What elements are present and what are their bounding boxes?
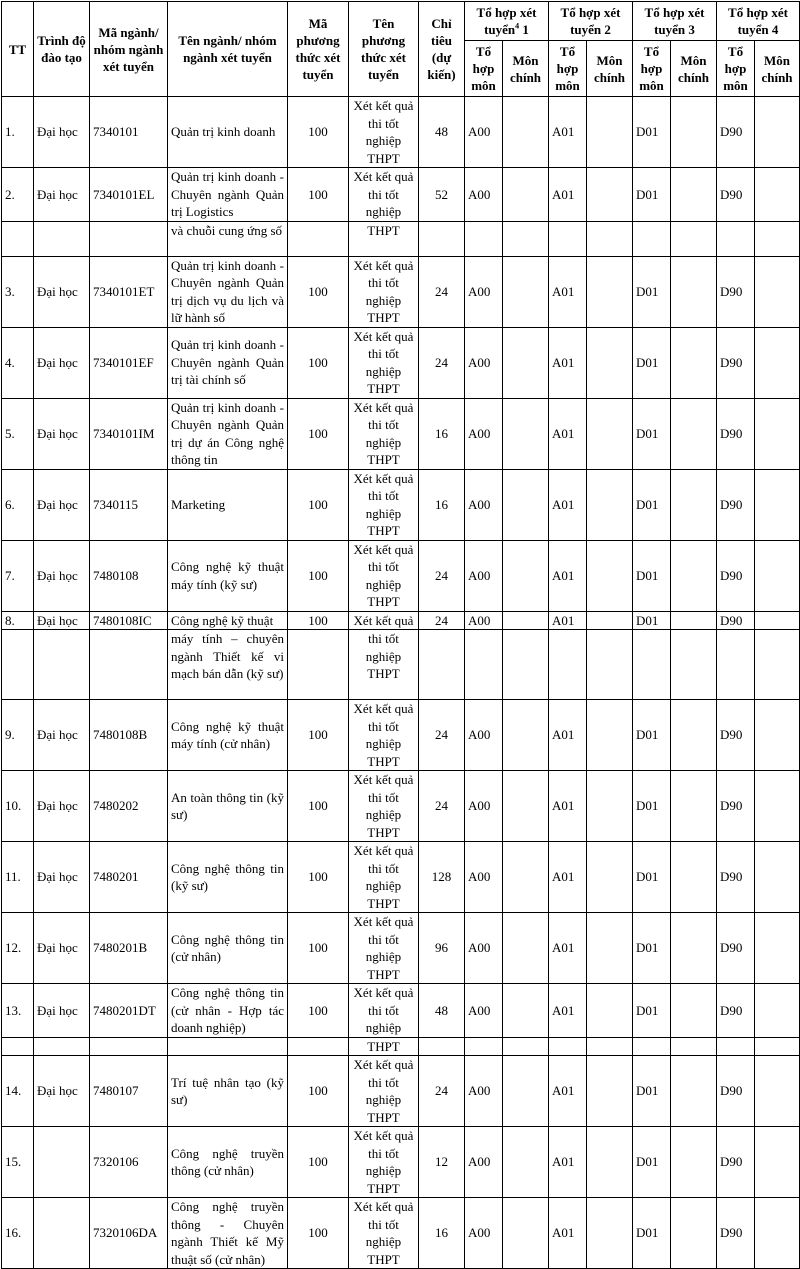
- main-subject-1: [503, 398, 549, 469]
- header-chi-tieu: Chỉ tiêu (dự kiến): [419, 2, 465, 97]
- main-subject-2: [587, 398, 633, 469]
- header-mon-chinh: Môn chính: [671, 41, 717, 97]
- training-level: Đại học: [34, 97, 90, 168]
- combo-4: D90: [717, 1056, 755, 1127]
- training-level: Đại học: [34, 913, 90, 984]
- row-number: 15.: [2, 1127, 34, 1198]
- program-code: 7480201DT: [90, 984, 168, 1038]
- combo-3: D01: [633, 1198, 671, 1269]
- method-code: 100: [288, 611, 349, 630]
- combo-3: D01: [633, 97, 671, 168]
- method-name-continued: THPT: [349, 221, 419, 256]
- combo-3: D01: [633, 700, 671, 771]
- combo-4: D90: [717, 97, 755, 168]
- combo-1: A00: [465, 1056, 503, 1127]
- combo-4: D90: [717, 469, 755, 540]
- main-subject-3: [671, 700, 717, 771]
- program-code: 7340101: [90, 97, 168, 168]
- main-subject-3: [671, 168, 717, 222]
- main-subject-2: [587, 700, 633, 771]
- method-code: 100: [288, 398, 349, 469]
- header-tt: TT: [2, 2, 34, 97]
- combo-1: A00: [465, 256, 503, 327]
- combo-2: A01: [549, 611, 587, 630]
- main-subject-2: [587, 1127, 633, 1198]
- table-row: [2, 327, 800, 398]
- program-name: Quản trị kinh doanh - Chuyên ngành Quản trị dịch vụ du lịch và lữ hành số: [168, 256, 288, 327]
- method-code: 100: [288, 771, 349, 842]
- combo-2: A01: [549, 842, 587, 913]
- main-subject-3: [671, 398, 717, 469]
- row-number: 6.: [2, 469, 34, 540]
- table-row: [2, 913, 800, 984]
- main-subject-3: [671, 984, 717, 1038]
- training-level: Đại học: [34, 984, 90, 1038]
- combo-1: A00: [465, 913, 503, 984]
- main-subject-3: [671, 913, 717, 984]
- main-subject-1: [503, 327, 549, 398]
- combo-2: A01: [549, 771, 587, 842]
- main-subject-1: [503, 700, 549, 771]
- method-code: 100: [288, 168, 349, 222]
- training-level: Đại học: [34, 611, 90, 630]
- program-code: 7480107: [90, 1056, 168, 1127]
- method-name: Xét kết quả thi tốt nghiệp THPT: [349, 256, 419, 327]
- main-subject-4: [755, 1127, 800, 1198]
- program-code: 7340101IM: [90, 398, 168, 469]
- method-name: Xét kết quả thi tốt nghiệp THPT: [349, 398, 419, 469]
- quota: 128: [419, 842, 465, 913]
- header-row-1: [2, 2, 800, 41]
- combo-3: D01: [633, 256, 671, 327]
- main-subject-2: [587, 1056, 633, 1127]
- main-subject-2: [587, 469, 633, 540]
- method-code: 100: [288, 1198, 349, 1269]
- combo-1: A00: [465, 984, 503, 1038]
- program-name: Trí tuệ nhân tạo (kỹ sư): [168, 1056, 288, 1127]
- combo-1: A00: [465, 168, 503, 222]
- main-subject-2: [587, 168, 633, 222]
- combo-4: D90: [717, 1198, 755, 1269]
- row-number: 7.: [2, 540, 34, 611]
- row-number: 3.: [2, 256, 34, 327]
- method-name: Xét kết quả thi tốt nghiệp: [349, 168, 419, 222]
- main-subject-3: [671, 771, 717, 842]
- main-subject-4: [755, 984, 800, 1038]
- combo-4: D90: [717, 256, 755, 327]
- program-name: Marketing: [168, 469, 288, 540]
- program-name: Công nghệ thông tin (cử nhân): [168, 913, 288, 984]
- row-number: 14.: [2, 1056, 34, 1127]
- combo-4: D90: [717, 700, 755, 771]
- main-subject-4: [755, 469, 800, 540]
- table-row: [2, 1198, 800, 1269]
- main-subject-3: [671, 97, 717, 168]
- main-subject-2: [587, 913, 633, 984]
- combo-2: A01: [549, 469, 587, 540]
- table-row-continuation: [2, 1037, 800, 1056]
- main-subject-1: [503, 842, 549, 913]
- table-row-continuation: [2, 221, 800, 256]
- row-number: 11.: [2, 842, 34, 913]
- program-code: 7480201B: [90, 913, 168, 984]
- table-row: [2, 611, 800, 630]
- main-subject-4: [755, 398, 800, 469]
- main-subject-3: [671, 842, 717, 913]
- combo-2: A01: [549, 1056, 587, 1127]
- header-trinh-do: Trình độ đào tạo: [34, 2, 90, 97]
- program-code: 7340101EL: [90, 168, 168, 222]
- main-subject-1: [503, 1127, 549, 1198]
- method-code: 100: [288, 842, 349, 913]
- quota: 16: [419, 469, 465, 540]
- training-level: Đại học: [34, 256, 90, 327]
- combo-4: D90: [717, 168, 755, 222]
- combo-2: A01: [549, 97, 587, 168]
- method-code: 100: [288, 540, 349, 611]
- row-number: 5.: [2, 398, 34, 469]
- main-subject-1: [503, 469, 549, 540]
- main-subject-4: [755, 540, 800, 611]
- combo-2: A01: [549, 984, 587, 1038]
- footnote-marker: 4: [515, 21, 520, 31]
- table-row: [2, 398, 800, 469]
- training-level: [34, 1127, 90, 1198]
- training-level: Đại học: [34, 540, 90, 611]
- quota: 96: [419, 913, 465, 984]
- quota: 52: [419, 168, 465, 222]
- main-subject-2: [587, 771, 633, 842]
- row-number: 9.: [2, 700, 34, 771]
- combo-3: D01: [633, 842, 671, 913]
- main-subject-2: [587, 984, 633, 1038]
- main-subject-4: [755, 1198, 800, 1269]
- combo-2: A01: [549, 913, 587, 984]
- method-name: Xét kết quả thi tốt nghiệp: [349, 984, 419, 1038]
- combo-1: A00: [465, 540, 503, 611]
- program-name: Công nghệ kỹ thuật: [168, 611, 288, 630]
- main-subject-1: [503, 1198, 549, 1269]
- combo-4: D90: [717, 842, 755, 913]
- combo-1: A00: [465, 97, 503, 168]
- quota: 16: [419, 1198, 465, 1269]
- method-code: 100: [288, 913, 349, 984]
- table-row: [2, 771, 800, 842]
- combo-2: A01: [549, 1198, 587, 1269]
- main-subject-3: [671, 1127, 717, 1198]
- table-row: [2, 842, 800, 913]
- training-level: Đại học: [34, 327, 90, 398]
- combo-1: A00: [465, 469, 503, 540]
- method-code: 100: [288, 1056, 349, 1127]
- program-name: Công nghệ thông tin (cử nhân - Hợp tác doanh nghiệp): [168, 984, 288, 1038]
- main-subject-2: [587, 327, 633, 398]
- combo-4: D90: [717, 771, 755, 842]
- method-name-continued: thi tốt nghiệp THPT: [349, 630, 419, 700]
- main-subject-1: [503, 984, 549, 1038]
- combo-1: A00: [465, 398, 503, 469]
- main-subject-3: [671, 327, 717, 398]
- combo-2: A01: [549, 398, 587, 469]
- main-subject-1: [503, 1056, 549, 1127]
- combo-1: A00: [465, 771, 503, 842]
- combo-1: A00: [465, 327, 503, 398]
- table-row: [2, 540, 800, 611]
- method-name: Xét kết quả thi tốt nghiệp THPT: [349, 540, 419, 611]
- header-to-hop-1-label: Tổ hợp xét tuyển: [476, 5, 537, 37]
- main-subject-2: [587, 97, 633, 168]
- main-subject-4: [755, 611, 800, 630]
- table-row: [2, 97, 800, 168]
- header-mon-chinh: Môn chính: [587, 41, 633, 97]
- header-to-hop-2: Tổ hợp xét tuyển 2: [549, 2, 633, 41]
- main-subject-3: [671, 540, 717, 611]
- combo-1: A00: [465, 611, 503, 630]
- main-subject-1: [503, 256, 549, 327]
- main-subject-1: [503, 540, 549, 611]
- method-code: 100: [288, 97, 349, 168]
- main-subject-4: [755, 168, 800, 222]
- training-level: Đại học: [34, 1056, 90, 1127]
- method-code: 100: [288, 700, 349, 771]
- combo-2: A01: [549, 327, 587, 398]
- quota: 12: [419, 1127, 465, 1198]
- row-number: 16.: [2, 1198, 34, 1269]
- main-subject-2: [587, 842, 633, 913]
- header-to-hop-mon: Tổ hợp môn: [717, 41, 755, 97]
- header-to-hop-mon: Tổ hợp môn: [465, 41, 503, 97]
- row-number: 10.: [2, 771, 34, 842]
- main-subject-1: [503, 168, 549, 222]
- combo-3: D01: [633, 540, 671, 611]
- row-number: 13.: [2, 984, 34, 1038]
- program-code: 7340101EF: [90, 327, 168, 398]
- table-row: [2, 984, 800, 1038]
- main-subject-3: [671, 1198, 717, 1269]
- table-row-continuation: [2, 630, 800, 700]
- header-ma-phuong-thuc: Mã phương thức xét tuyển: [288, 2, 349, 97]
- combo-1: A00: [465, 1198, 503, 1269]
- program-code: 7340115: [90, 469, 168, 540]
- main-subject-3: [671, 469, 717, 540]
- method-name-continued: THPT: [349, 1037, 419, 1056]
- row-number: 1.: [2, 97, 34, 168]
- training-level: Đại học: [34, 842, 90, 913]
- table-row: [2, 168, 800, 222]
- header-ma-nganh: Mã ngành/ nhóm ngành xét tuyển: [90, 2, 168, 97]
- program-code: 7480108: [90, 540, 168, 611]
- program-code: 7480108B: [90, 700, 168, 771]
- training-level: Đại học: [34, 398, 90, 469]
- quota: 24: [419, 700, 465, 771]
- header-mon-chinh: Môn chính: [503, 41, 549, 97]
- method-name: Xét kết quả thi tốt nghiệp THPT: [349, 1198, 419, 1269]
- quota: 24: [419, 611, 465, 630]
- program-name: Quản trị kinh doanh - Chuyên ngành Quản trị tài chính số: [168, 327, 288, 398]
- quota: 48: [419, 97, 465, 168]
- quota: 24: [419, 771, 465, 842]
- combo-4: D90: [717, 984, 755, 1038]
- main-subject-3: [671, 1056, 717, 1127]
- table-row: [2, 469, 800, 540]
- program-name: Quản trị kinh doanh - Chuyên ngành Quản trị dự án Công nghệ thông tin: [168, 398, 288, 469]
- combo-3: D01: [633, 327, 671, 398]
- quota: 24: [419, 327, 465, 398]
- method-code: 100: [288, 984, 349, 1038]
- combo-3: D01: [633, 398, 671, 469]
- header-to-hop-1-suffix: 1: [519, 22, 529, 37]
- method-code: 100: [288, 327, 349, 398]
- row-number: 2.: [2, 168, 34, 222]
- quota: 24: [419, 1056, 465, 1127]
- combo-4: D90: [717, 398, 755, 469]
- main-subject-4: [755, 842, 800, 913]
- header-ten-nganh: Tên ngành/ nhóm ngành xét tuyển: [168, 2, 288, 97]
- row-number: 4.: [2, 327, 34, 398]
- table-row: [2, 256, 800, 327]
- method-name: Xét kết quả thi tốt nghiệp THPT: [349, 842, 419, 913]
- main-subject-4: [755, 327, 800, 398]
- method-name: Xét kết quả thi tốt nghiệp THPT: [349, 327, 419, 398]
- combo-4: D90: [717, 1127, 755, 1198]
- main-subject-1: [503, 771, 549, 842]
- admission-table: [1, 1, 800, 1269]
- method-name: Xét kết quả thi tốt nghiệp THPT: [349, 1056, 419, 1127]
- main-subject-3: [671, 256, 717, 327]
- header-ten-phuong-thuc: Tên phương thức xét tuyển: [349, 2, 419, 97]
- header-to-hop-1: [465, 2, 549, 41]
- combo-2: A01: [549, 1127, 587, 1198]
- combo-4: D90: [717, 540, 755, 611]
- program-name: Công nghệ kỹ thuật máy tính (kỹ sư): [168, 540, 288, 611]
- main-subject-4: [755, 700, 800, 771]
- row-number: 12.: [2, 913, 34, 984]
- combo-3: D01: [633, 1127, 671, 1198]
- main-subject-4: [755, 97, 800, 168]
- quota: 48: [419, 984, 465, 1038]
- method-code: 100: [288, 1127, 349, 1198]
- table-row: [2, 1127, 800, 1198]
- combo-3: D01: [633, 168, 671, 222]
- header-to-hop-3: Tổ hợp xét tuyển 3: [633, 2, 717, 41]
- program-name: Quản trị kinh doanh: [168, 97, 288, 168]
- method-name: Xét kết quả thi tốt nghiệp THPT: [349, 771, 419, 842]
- program-name: Công nghệ truyền thông - Chuyên ngành Thiết kế Mỹ thuật số (cử nhân): [168, 1198, 288, 1269]
- table-row: [2, 700, 800, 771]
- combo-3: D01: [633, 771, 671, 842]
- training-level: Đại học: [34, 469, 90, 540]
- program-name: Công nghệ kỹ thuật máy tính (cử nhân): [168, 700, 288, 771]
- program-code: 7480108IC: [90, 611, 168, 630]
- combo-4: D90: [717, 327, 755, 398]
- quota: 24: [419, 540, 465, 611]
- main-subject-1: [503, 97, 549, 168]
- combo-4: D90: [717, 913, 755, 984]
- combo-1: A00: [465, 842, 503, 913]
- program-name: Công nghệ truyền thông (cử nhân): [168, 1127, 288, 1198]
- training-level: [34, 1198, 90, 1269]
- program-name-continued: và chuỗi cung ứng số: [168, 221, 288, 256]
- program-name-continued: máy tính – chuyên ngành Thiết kế vi mạch bán dẫn (kỹ sư): [168, 630, 288, 700]
- main-subject-2: [587, 611, 633, 630]
- method-name: Xét kết quả thi tốt nghiệp THPT: [349, 97, 419, 168]
- method-name: Xét kết quả thi tốt nghiệp THPT: [349, 1127, 419, 1198]
- quota: 24: [419, 256, 465, 327]
- combo-3: D01: [633, 984, 671, 1038]
- combo-1: A00: [465, 1127, 503, 1198]
- main-subject-4: [755, 1056, 800, 1127]
- combo-1: A00: [465, 700, 503, 771]
- method-code: 100: [288, 256, 349, 327]
- program-code: 7480201: [90, 842, 168, 913]
- main-subject-4: [755, 256, 800, 327]
- method-name: Xét kết quả thi tốt nghiệp THPT: [349, 913, 419, 984]
- combo-2: A01: [549, 700, 587, 771]
- main-subject-1: [503, 611, 549, 630]
- method-name: Xét kết quả thi tốt nghiệp THPT: [349, 700, 419, 771]
- main-subject-2: [587, 540, 633, 611]
- program-code: 7320106DA: [90, 1198, 168, 1269]
- main-subject-2: [587, 256, 633, 327]
- combo-2: A01: [549, 540, 587, 611]
- main-subject-4: [755, 771, 800, 842]
- program-name: Công nghệ thông tin (kỹ sư): [168, 842, 288, 913]
- row-number: 8.: [2, 611, 34, 630]
- program-code: 7340101ET: [90, 256, 168, 327]
- header-to-hop-4: Tổ hợp xét tuyển 4: [717, 2, 800, 41]
- program-name: An toàn thông tin (kỹ sư): [168, 771, 288, 842]
- program-code: 7320106: [90, 1127, 168, 1198]
- training-level: Đại học: [34, 168, 90, 222]
- training-level: Đại học: [34, 700, 90, 771]
- header-to-hop-mon: Tổ hợp môn: [633, 41, 671, 97]
- method-code: 100: [288, 469, 349, 540]
- combo-3: D01: [633, 469, 671, 540]
- quota: 16: [419, 398, 465, 469]
- program-name: Quản trị kinh doanh - Chuyên ngành Quản trị Logistics: [168, 168, 288, 222]
- method-name: Xét kết quả thi tốt nghiệp THPT: [349, 469, 419, 540]
- combo-2: A01: [549, 168, 587, 222]
- combo-2: A01: [549, 256, 587, 327]
- combo-3: D01: [633, 913, 671, 984]
- method-name: Xét kết quả: [349, 611, 419, 630]
- main-subject-3: [671, 611, 717, 630]
- combo-3: D01: [633, 1056, 671, 1127]
- training-level: Đại học: [34, 771, 90, 842]
- header-mon-chinh: Môn chính: [755, 41, 800, 97]
- combo-3: D01: [633, 611, 671, 630]
- main-subject-4: [755, 913, 800, 984]
- combo-4: D90: [717, 611, 755, 630]
- main-subject-1: [503, 913, 549, 984]
- program-code: 7480202: [90, 771, 168, 842]
- header-to-hop-mon: Tổ hợp môn: [549, 41, 587, 97]
- main-subject-2: [587, 1198, 633, 1269]
- table-row: [2, 1056, 800, 1127]
